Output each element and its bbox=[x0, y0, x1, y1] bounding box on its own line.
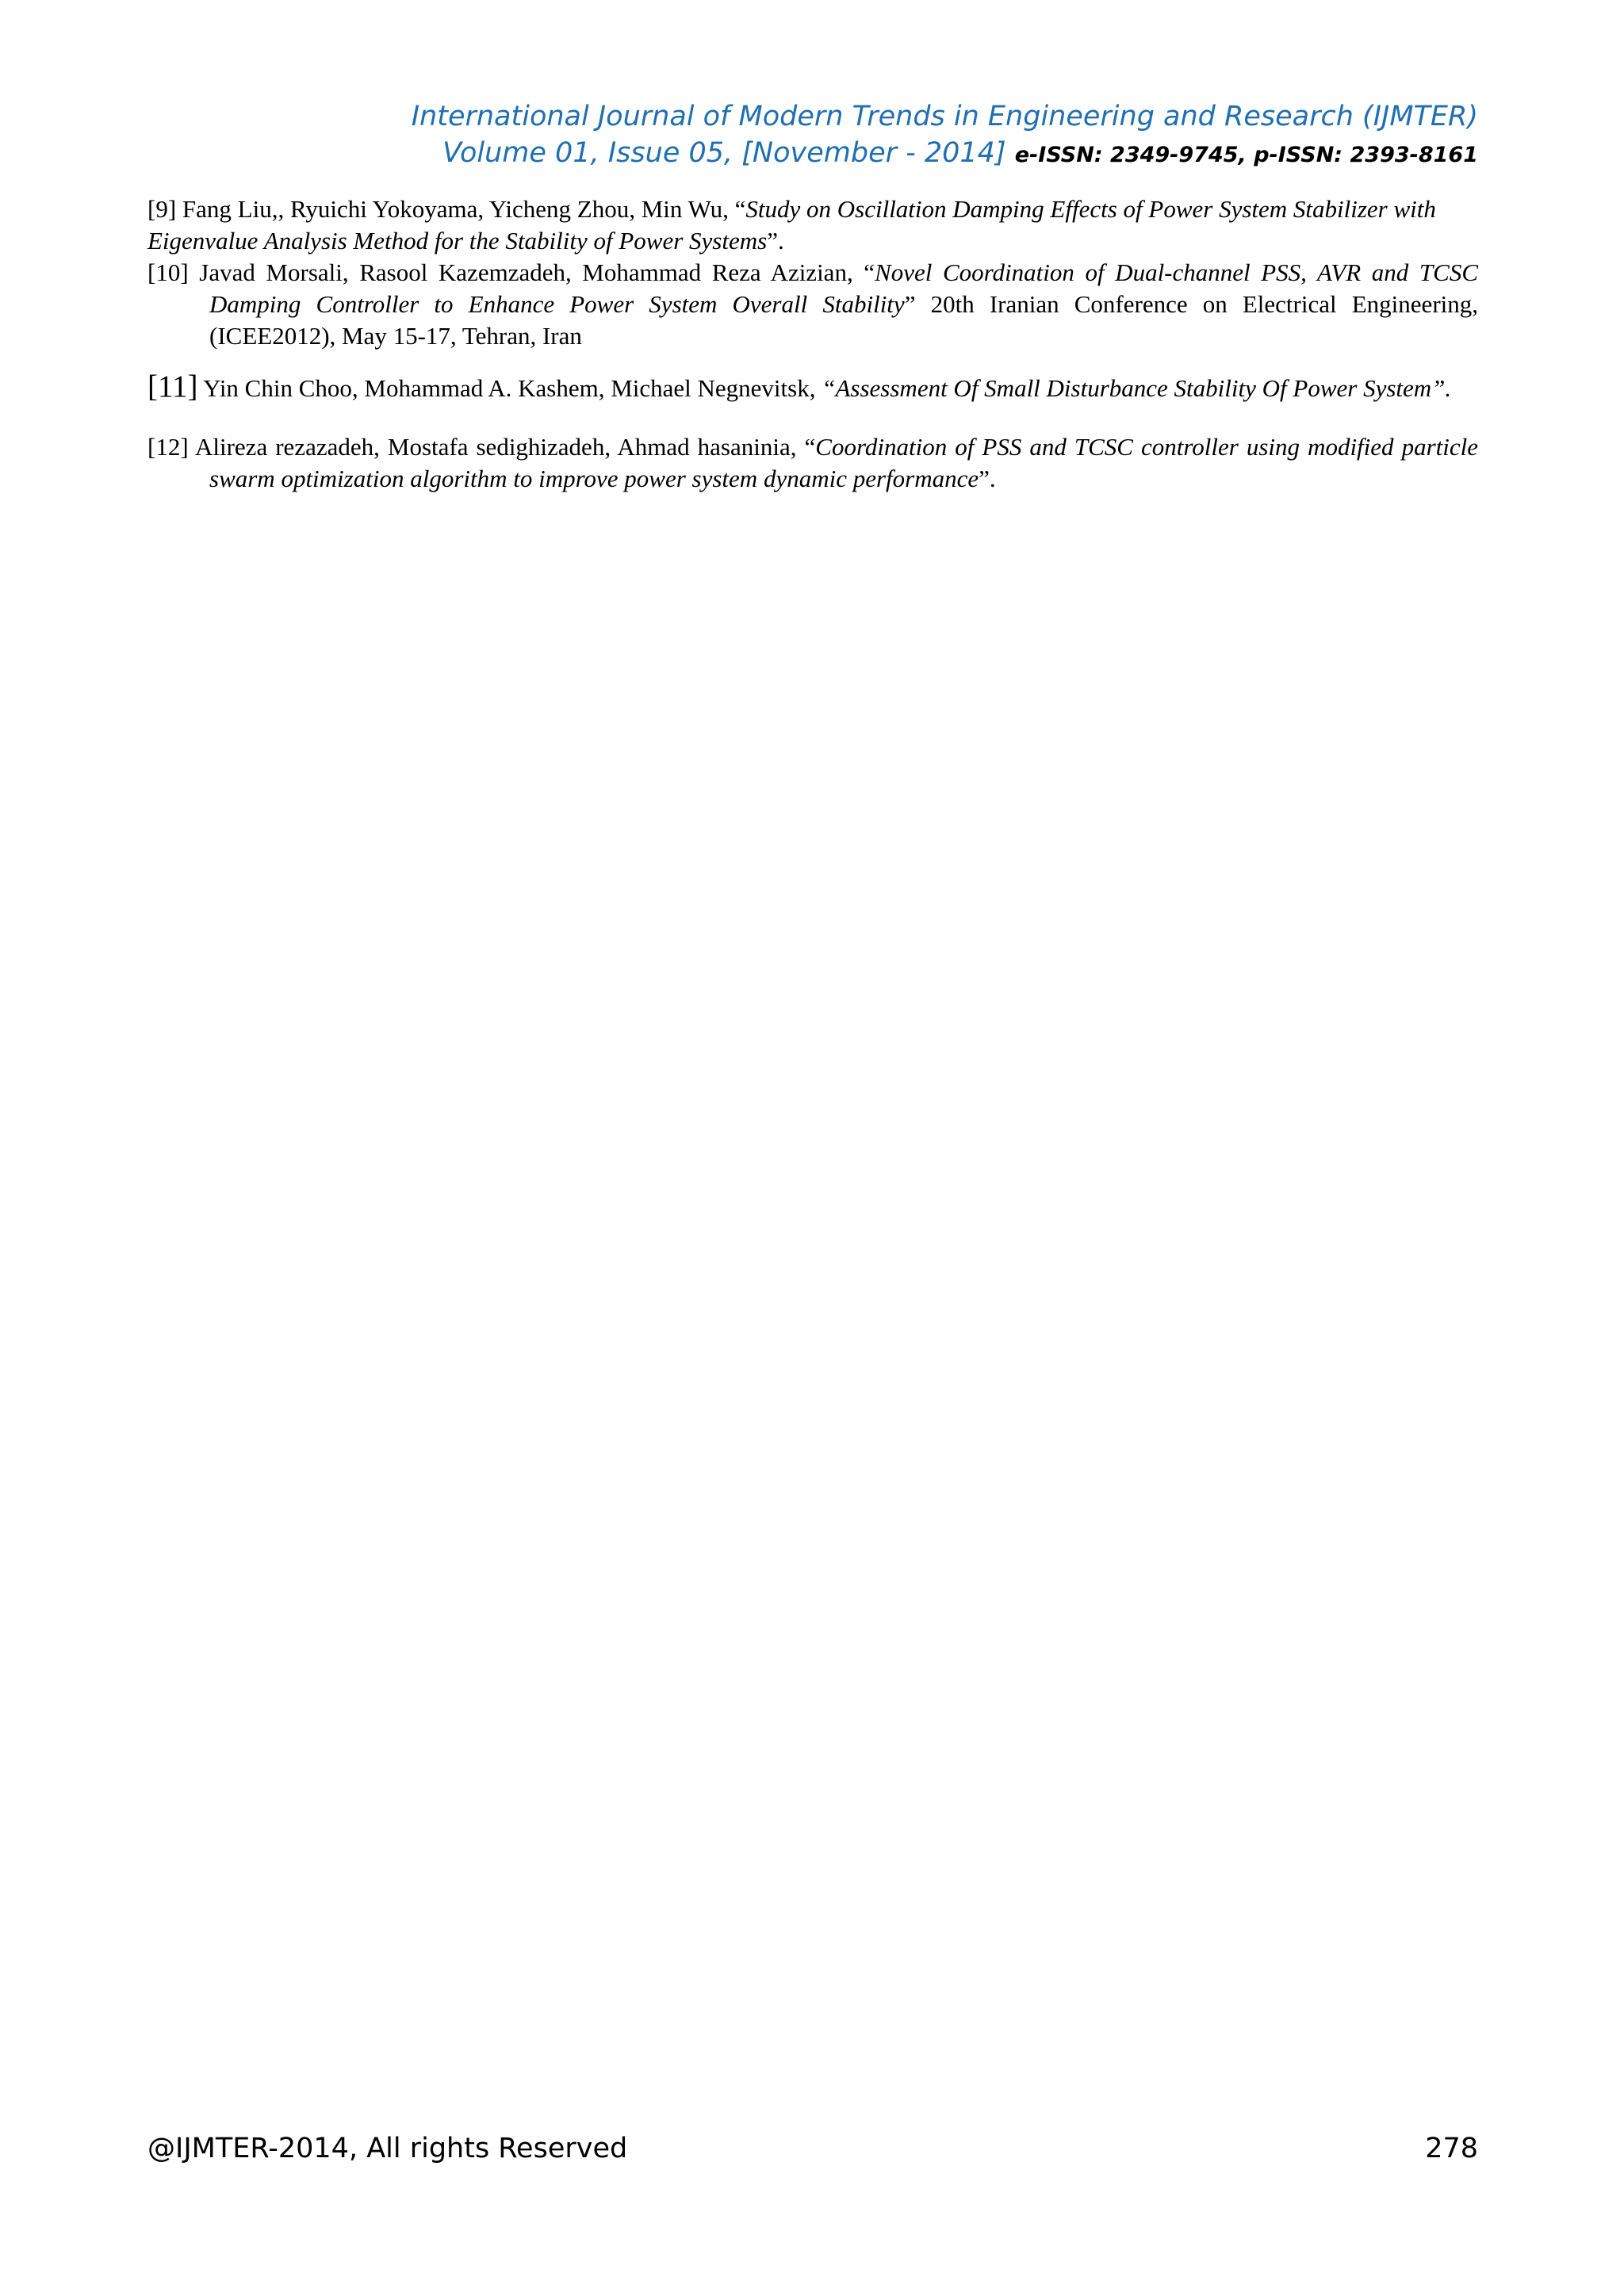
reference-tail: ”. bbox=[979, 465, 996, 492]
journal-header bbox=[289, 98, 1478, 174]
reference-tail: ”. bbox=[767, 227, 784, 254]
reference-number: [11] bbox=[147, 369, 198, 404]
reference-title: Novel Coordination of Dual-channel PSS, AVR and TCSC Damping Controller to Enhance Power System Overall Stability bbox=[209, 258, 1478, 318]
journal-title: International Journal of Modern Trends in Engineering and Research (IJMTER) bbox=[411, 101, 1478, 132]
reference-tail: ” 20th Iranian Conference on Electrical Engineering, (ICEE2012), May 15-17, Tehran, Iran bbox=[209, 290, 1478, 350]
reference-authors: Javad Morsali, Rasool Kazemzadeh, Mohammad Reza Azizian, “ bbox=[199, 258, 875, 286]
copyright-notice: @IJMTER-2014, All rights Reserved bbox=[147, 2133, 628, 2164]
reference-number: [12] bbox=[147, 433, 189, 461]
reference-9 bbox=[147, 193, 1478, 257]
reference-title: Study on Oscillation Damping Effects of Power System Stabilizer with Eigenvalue Analysis Method for the Stability of Power Systems bbox=[147, 195, 1436, 254]
issn: e-ISSN: 2349-9745, p-ISSN: 2393-8161 bbox=[1014, 143, 1478, 167]
reference-number: [10] bbox=[147, 258, 189, 286]
volume-issue: Volume 01, Issue 05, [November - 2014] bbox=[442, 137, 1006, 169]
reference-authors: Yin Chin Choo, Mohammad A. Kashem, Michael Negnevitsk, bbox=[203, 374, 816, 402]
reference-authors: Fang Liu,, Ryuichi Yokoyama, Yicheng Zhou, Min Wu, “ bbox=[182, 195, 746, 223]
reference-11 bbox=[147, 371, 1478, 404]
volume-issue-line bbox=[289, 135, 1478, 174]
page-number: 278 bbox=[1425, 2133, 1478, 2164]
reference-number: [9] bbox=[147, 195, 177, 223]
reference-list bbox=[147, 193, 1478, 495]
reference-title: “Assessment Of Small Disturbance Stability Of Power System”. bbox=[822, 374, 1452, 402]
reference-title: Coordination of PSS and TCSC controller using modified particle swarm optimization algorithm to improve power system dynamic performance bbox=[209, 433, 1478, 492]
reference-authors: Alireza rezazadeh, Mostafa sedighizadeh, Ahmad hasaninia, “ bbox=[194, 433, 816, 461]
reference-12 bbox=[147, 431, 1478, 495]
reference-10 bbox=[147, 257, 1478, 352]
